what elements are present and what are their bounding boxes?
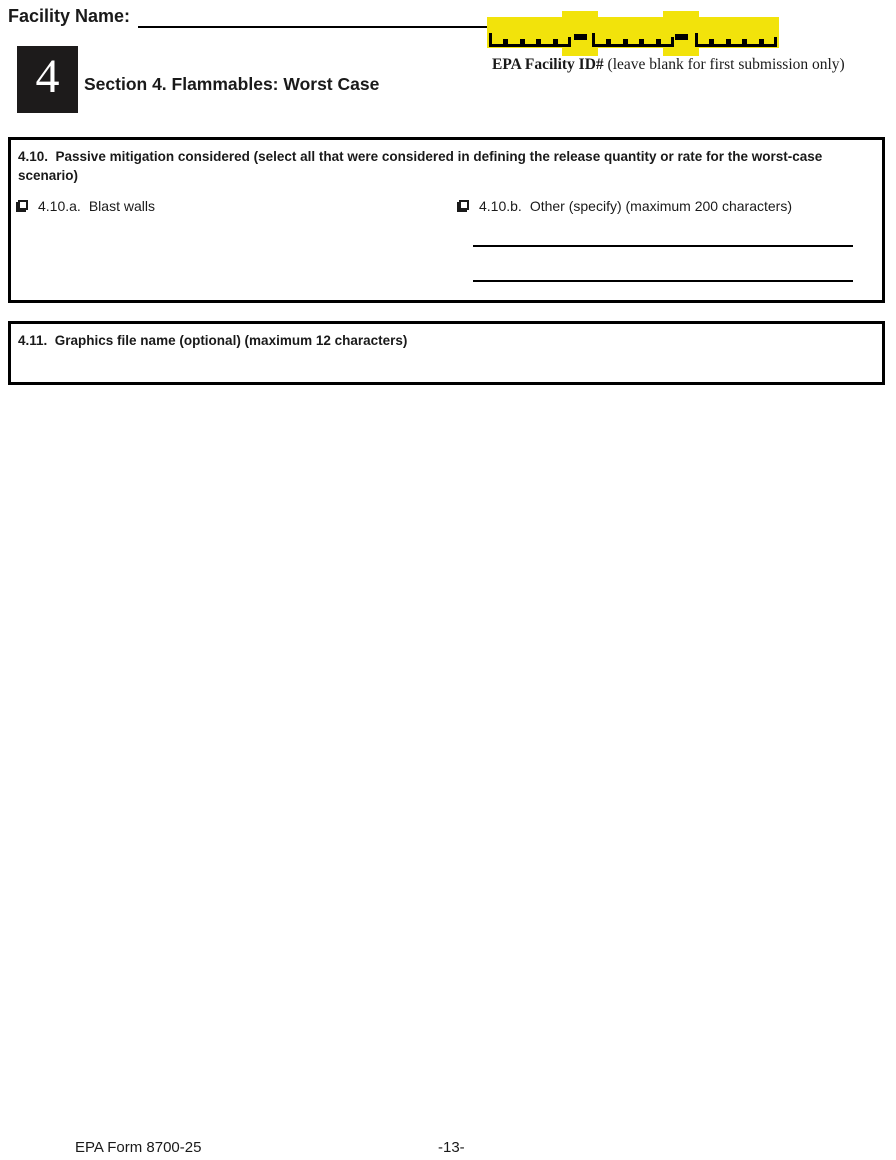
epa-id-dash-block [663,11,699,56]
question-4-10-heading: 4.10. Passive mitigation considered (select all that were considered in defining the release quantity or rate for the worst-case scenario) [18,149,827,183]
facility-name-label: Facility Name: [8,6,131,26]
footer-page-number: -13- [438,1139,465,1156]
question-4-11-heading: 4.11. Graphics file name (optional) (maximum 12 characters) [18,333,408,348]
checkbox-icon[interactable] [18,200,28,210]
option-label: Blast walls [88,198,155,214]
facility-name-input[interactable] [138,26,490,28]
question-4-10-box [8,137,885,303]
dash-separator-icon [574,34,587,40]
option-id: 4.10.b. [479,198,522,214]
other-specify-input-line-1[interactable] [473,245,853,247]
epa-facility-id-caption [492,56,845,74]
section-number-badge [17,46,78,113]
graphics-file-name-input[interactable] [14,354,879,382]
question-4-11-box [8,321,885,385]
epa-id-comb-group-2[interactable] [592,35,674,47]
other-specify-input-line-2[interactable] [473,280,853,282]
checkbox-option-4-10b[interactable] [457,198,792,214]
epa-facility-id-field[interactable] [487,11,779,56]
epa-id-comb-group-1[interactable] [489,35,571,47]
option-id: 4.10.a. [38,198,81,214]
section-number: 4 [35,50,60,103]
checkbox-option-4-10a[interactable] [16,198,155,214]
checkbox-icon[interactable] [459,200,469,210]
section-title: Section 4. Flammables: Worst Case [84,74,380,94]
option-label: Other (specify) (maximum 200 characters) [529,198,793,214]
footer-form-number: EPA Form 8700-25 [75,1139,202,1156]
epa-facility-id-caption-bold: EPA Facility ID# [492,56,604,73]
epa-id-comb-group-3[interactable] [695,35,777,47]
dash-separator-icon [675,34,688,40]
epa-facility-id-caption-note: (leave blank for first submission only) [603,56,845,73]
